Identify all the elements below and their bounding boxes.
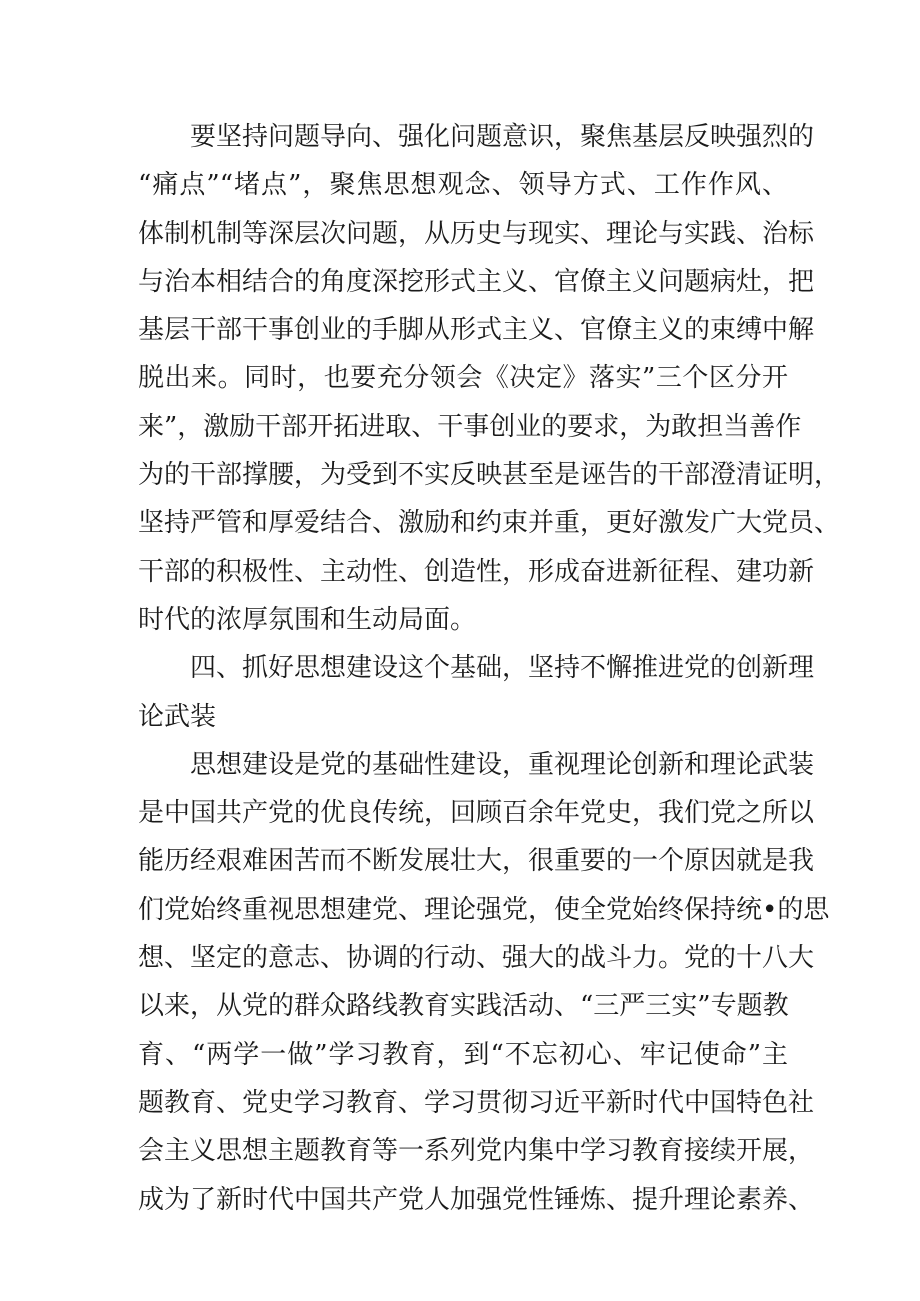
document-body xyxy=(138,113,841,1224)
text-line: 能历经艰难困苦而不断发展壮大，很重要的一个原因就是我 xyxy=(138,846,815,877)
text-line: 为的干部撑腰，为受到不实反映甚至是诬告的干部澄清证明， xyxy=(138,460,841,491)
text-line: 是中国共产党的优良传统，回顾百余年党史，我们党之所以 xyxy=(138,798,815,829)
text-line: 坚持严管和厚爱结合、激励和约束并重，更好激发广大党员、 xyxy=(138,508,841,539)
text-line: 干部的积极性、主动性、创造性，形成奋进新征程、建功新 xyxy=(138,556,815,587)
text-line: 成为了新时代中国共产党人加强党性锤炼、提升理论素养、 xyxy=(138,1184,815,1215)
text-line: 育、“两学一做”学习教育，到“不忘初心、牢记使命”主 xyxy=(138,1039,788,1070)
text-line: 时代的浓厚氛围和生动局面。 xyxy=(138,604,477,635)
text-line: 来”，激励干部开拓进取、干事创业的要求，为敢担当善作 xyxy=(138,411,802,442)
text-line: 会主义思想主题教育等一系列党内集中学习教育接续开展， xyxy=(138,1136,815,1167)
text-line: 想、坚定的意志、协调的行动、强大的战斗力。党的十八大 xyxy=(138,943,815,974)
text-line: 以来，从党的群众路线教育实践活动、“三严三实”专题教 xyxy=(138,991,789,1022)
text-line: “痛点”“堵点”，聚焦思想观念、领导方式、工作作风、 xyxy=(138,170,788,201)
text-line: 体制机制等深层次问题，从历史与现实、理论与实践、治标 xyxy=(138,218,815,249)
text-line: 思想建设是党的基础性建设，重视理论创新和理论武装 xyxy=(190,749,815,780)
text-line: 题教育、党史学习教育、学习贯彻习近平新时代中国特色社 xyxy=(138,1087,815,1118)
text-line: 与治本相结合的角度深挖形式主义、官僚主义问题病灶，把 xyxy=(138,266,815,297)
text-line: 脱出来。同时，也要充分领会《决定》落实”三个区分开 xyxy=(138,363,788,394)
section-heading-line: 四、抓好思想建设这个基础，坚持不懈推进党的创新理 xyxy=(190,653,815,684)
section-heading-line: 论武装 xyxy=(138,701,217,732)
text-line: 要坚持问题导向、强化问题意识，聚焦基层反映强烈的 xyxy=(190,122,815,152)
text-line: 基层干部干事创业的手脚从形式主义、官僚主义的束缚中解 xyxy=(138,315,815,346)
text-line: 们党始终重视思想建党、理论强党，使全党始终保持统•的思 xyxy=(138,894,830,925)
